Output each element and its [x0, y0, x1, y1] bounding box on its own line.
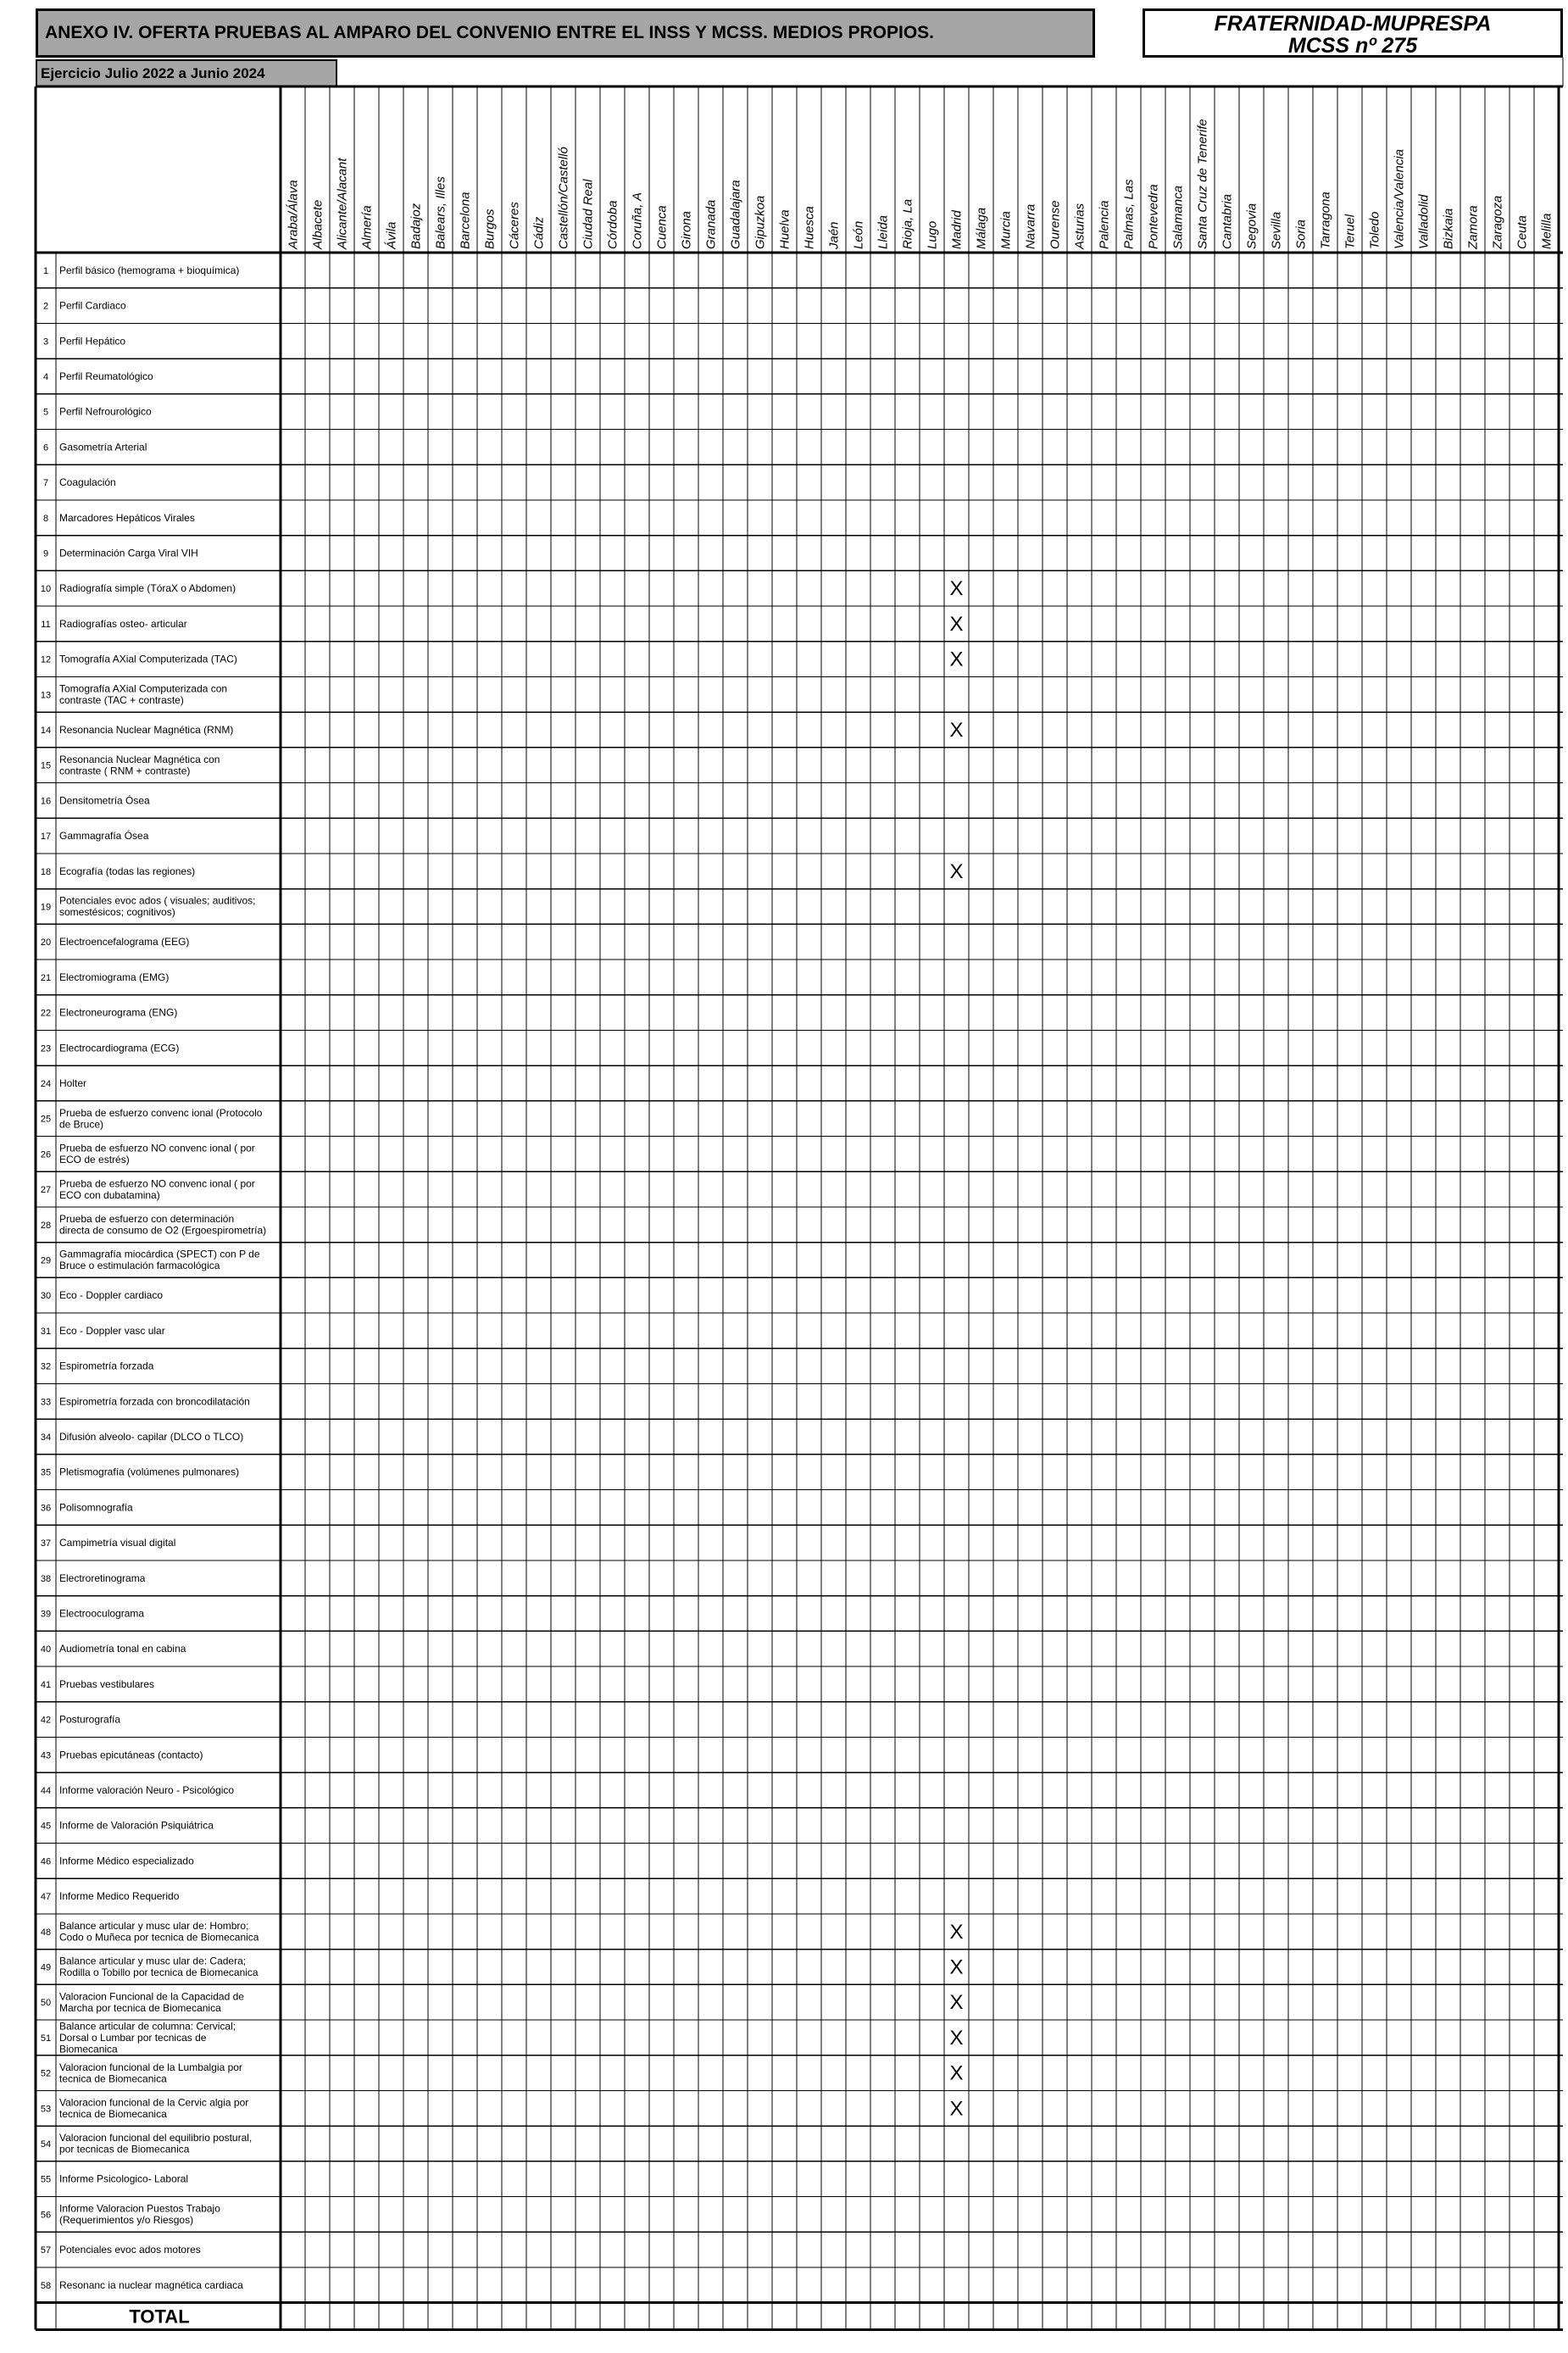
test-name: Perfil Nefrourológico	[59, 405, 152, 418]
test-number: 58	[40, 2280, 52, 2291]
test-number: 50	[40, 1998, 52, 2009]
test-number: 17	[40, 832, 52, 843]
province-label: Coruña, A	[630, 192, 645, 249]
test-number: 41	[40, 1679, 52, 1690]
province-label: Madrid	[949, 210, 965, 249]
test-name: Electroencefalograma (EEG)	[59, 936, 190, 948]
test-name: Marcha por tecnica de Biomecanica	[59, 2001, 221, 2014]
province-label: Santa Cruz de Tenerife	[1195, 119, 1210, 249]
test-number: 44	[40, 1785, 52, 1796]
test-number: 11	[41, 619, 51, 630]
province-label: Jaén	[826, 221, 842, 249]
province-label: Valencia/Valencia	[1392, 148, 1407, 249]
test-name: Prueba de esfuerzo NO convenc ional ( por	[59, 1142, 255, 1154]
province-label: Rioja, La	[900, 198, 915, 249]
test-name: Marcadores Hepáticos Virales	[59, 511, 195, 524]
province-label: Cádiz	[531, 216, 547, 249]
test-name: Informe Valoracion Puestos Trabajo	[59, 2202, 220, 2215]
brand-name: FRATERNIDAD-MUPRESPA	[1214, 12, 1492, 36]
offer-mark: X	[949, 2026, 964, 2050]
test-name: Perfil Hepático	[59, 335, 126, 348]
test-number: 34	[40, 1432, 52, 1443]
test-number: 31	[40, 1326, 52, 1337]
brand-registry: MCSS nº 275	[1287, 34, 1418, 58]
province-label: Lugo	[925, 220, 940, 249]
test-name: Informe Psicologico- Laboral	[59, 2172, 189, 2185]
test-name: Bruce o estimulación farmacológica	[59, 1260, 220, 1272]
province-label: Palencia	[1097, 200, 1112, 249]
test-number: 3	[42, 337, 49, 348]
test-number: 30	[40, 1291, 52, 1302]
test-name: Perfil Cardiaco	[59, 299, 126, 312]
province-label: Barcelona	[458, 192, 473, 249]
test-number: 42	[40, 1715, 52, 1726]
offer-mark: X	[949, 2061, 964, 2085]
test-name: Valoracion funcional de la Lumbalgia por	[59, 2061, 242, 2073]
test-number: 4	[42, 371, 49, 382]
test-number: 6	[42, 442, 49, 453]
offer-mark: X	[949, 577, 964, 601]
province-label: Salamanca	[1170, 185, 1186, 249]
test-number: 36	[40, 1503, 52, 1514]
province-label: Ceuta	[1515, 214, 1530, 249]
province-label: Ciudad Real	[581, 179, 596, 249]
test-name: Radiografías osteo- articular	[59, 617, 187, 630]
test-number: 32	[40, 1361, 52, 1372]
test-number: 39	[40, 1609, 52, 1620]
test-number: 25	[40, 1114, 52, 1125]
test-name: Resonancia Nuclear Magnética con	[59, 753, 220, 765]
province-label: Zamora	[1465, 205, 1481, 249]
test-name: Dorsal o Lumbar por tecnicas de	[59, 2031, 207, 2044]
test-number: 14	[40, 725, 52, 736]
province-label: Huelva	[777, 209, 792, 249]
offer-mark: X	[949, 1991, 964, 2015]
test-number: 54	[40, 2139, 52, 2150]
province-label: Cantabria	[1220, 193, 1235, 249]
offer-mark: X	[949, 859, 964, 883]
province-label: Bizkaia	[1441, 208, 1456, 249]
test-name: Difusión alveolo- capilar (DLCO o TLCO)	[59, 1430, 244, 1443]
test-name: Electromiograma (EMG)	[59, 971, 170, 983]
test-name: Tomografía AXial Computerizada con	[59, 682, 228, 695]
test-name: Prueba de esfuerzo convenc ional (Protocolo	[59, 1106, 263, 1119]
annex-title-text: ANEXO IV. OFERTA PRUEBAS AL AMPARO DEL CONVENIO ENTRE EL INSS Y MCSS. MEDIOS PROPIOS.	[45, 23, 935, 42]
province-label: Balears, Illes	[433, 176, 448, 249]
test-name: Audiometría tonal en cabina	[59, 1643, 186, 1655]
test-number: 1	[42, 265, 49, 276]
test-name: Codo o Muñeca por tecnica de Biomecanica	[59, 1931, 259, 1944]
test-name: Prueba de esfuerzo con determinación	[59, 1213, 235, 1225]
test-name: (Requerimientos y/o Riesgos)	[59, 2214, 194, 2227]
test-name: Electroneurograma (ENG)	[59, 1006, 178, 1019]
test-number: 43	[40, 1750, 52, 1761]
test-name: ECO de estrés)	[59, 1154, 130, 1166]
test-name: Eco - Doppler vasc ular	[59, 1324, 165, 1337]
province-label: Teruel	[1343, 214, 1358, 249]
test-name: Informe valoración Neuro - Psicológico	[59, 1783, 235, 1796]
test-number: 26	[40, 1149, 52, 1160]
offer-mark: X	[949, 2097, 964, 2121]
test-number: 38	[40, 1573, 52, 1584]
test-number: 33	[40, 1397, 52, 1408]
offer-mark: X	[949, 648, 964, 671]
test-name: Campimetría visual digital	[59, 1537, 176, 1549]
province-label: Gipuzkoa	[753, 195, 768, 249]
test-name: Informe de Valoración Psiquiátrica	[59, 1819, 214, 1832]
province-label: Toledo	[1367, 211, 1382, 249]
test-name: Pletismografía (volúmenes pulmonares)	[59, 1466, 240, 1478]
offer-mark: X	[949, 1920, 964, 1944]
test-name: Perfil básico (hemograma + bioquímica)	[59, 264, 240, 276]
test-name: Determinación Carga Viral VIH	[59, 547, 198, 559]
test-name: Prueba de esfuerzo NO convenc ional ( por	[59, 1177, 255, 1190]
province-label: Ávila	[384, 221, 399, 249]
province-label: Navarra	[1023, 203, 1038, 249]
test-number: 10	[40, 584, 52, 595]
test-name: Espirometría forzada con broncodilatación	[59, 1395, 250, 1408]
test-name: Balance articular y musc ular de: Hombro;	[59, 1920, 249, 1932]
province-label: Guadalajara	[728, 180, 743, 249]
test-number: 9	[42, 548, 49, 559]
test-name: Radiografía simple (TóraX o Abdomen)	[59, 582, 236, 595]
test-name: Espirometría forzada	[59, 1360, 154, 1372]
test-number: 46	[40, 1856, 52, 1867]
test-number: 20	[40, 937, 52, 948]
test-name: Resonancia Nuclear Magnética (RNM)	[59, 723, 234, 736]
grid-lines	[36, 58, 1563, 2330]
test-number: 12	[40, 654, 52, 665]
offer-mark: X	[949, 612, 964, 636]
offer-mark: X	[949, 1955, 964, 1979]
province-label: Girona	[679, 210, 694, 249]
province-label: Almería	[359, 205, 375, 249]
test-name: Valoracion funcional del equilibrio postural,	[59, 2132, 253, 2144]
province-label: Badajoz	[409, 203, 424, 249]
test-name: Eco - Doppler cardiaco	[59, 1289, 164, 1302]
test-name: Valoracion Funcional de la Capacidad de	[59, 1990, 244, 2003]
test-number: 45	[40, 1821, 52, 1832]
test-name: Ecografía (todas las regiones)	[59, 865, 196, 877]
test-name: Electrocardiograma (ECG)	[59, 1042, 180, 1054]
province-label: Pontevedra	[1146, 184, 1161, 249]
test-name: Tomografía AXial Computerizada (TAC)	[59, 653, 237, 665]
province-label: Soria	[1293, 219, 1309, 249]
test-number: 55	[40, 2174, 52, 2185]
total-label: TOTAL	[129, 2306, 190, 2328]
test-name: Coagulación	[59, 476, 116, 489]
province-label: Cuenca	[654, 205, 670, 249]
test-number: 27	[40, 1185, 52, 1196]
test-name: Balance articular y musc ular de: Cadera;	[59, 1955, 247, 1967]
province-label: Castellón/Castelló	[556, 147, 571, 249]
test-number: 29	[40, 1255, 52, 1266]
test-name: Biomecanica	[59, 2043, 118, 2055]
province-label: Sevilla	[1269, 211, 1284, 249]
province-label: Palmas, Las	[1121, 179, 1137, 249]
test-number: 37	[40, 1538, 52, 1549]
exercise-period-text: Ejercicio Julio 2022 a Junio 2024	[41, 64, 265, 81]
test-name: tecnica de Biomecanica	[59, 2108, 167, 2120]
test-number: 56	[40, 2210, 52, 2221]
test-number: 8	[42, 513, 49, 524]
province-label: Burgos	[482, 209, 498, 249]
test-name: Electrooculograma	[59, 1607, 145, 1620]
province-label: Segovia	[1244, 203, 1259, 249]
test-number: 53	[40, 2104, 52, 2115]
test-name: Electroretinograma	[59, 1571, 146, 1584]
test-name: somestésicos; cognitivos)	[59, 906, 175, 919]
test-number: 19	[40, 902, 52, 913]
province-label: Tarragona	[1318, 192, 1333, 249]
test-name: Pruebas epicutáneas (contacto)	[59, 1749, 203, 1761]
test-name: Holter	[59, 1076, 87, 1089]
test-name: Posturografía	[59, 1713, 121, 1726]
province-label: Valladolid	[1416, 194, 1432, 249]
test-name: Potenciales evoc ados motores	[59, 2244, 201, 2256]
test-name: Gammagrafía miocárdica (SPECT) con P de	[59, 1248, 260, 1260]
province-label: Araba/Álava	[286, 180, 301, 249]
test-number: 22	[40, 1008, 52, 1019]
test-number: 2	[42, 301, 49, 312]
test-number: 49	[40, 1962, 52, 1973]
test-name: por tecnicas de Biomecanica	[59, 2143, 190, 2156]
test-number: 51	[40, 2033, 52, 2044]
test-name: Pruebas vestibulares	[59, 1677, 155, 1690]
test-name: ECO con dubatamina)	[59, 1188, 160, 1201]
province-label: León	[851, 220, 866, 249]
province-label: Alicante/Alacant	[335, 158, 350, 249]
test-number: 16	[40, 796, 52, 807]
province-label: Córdoba	[605, 200, 620, 249]
test-name: Rodilla o Tobillo por tecnica de Biomecanica	[59, 1966, 259, 1979]
test-name: Polisomnografía	[59, 1501, 133, 1514]
province-label: Ourense	[1048, 200, 1063, 249]
test-number: 5	[42, 407, 49, 418]
test-name: Perfil Reumatológico	[59, 370, 153, 382]
test-number: 7	[42, 478, 49, 489]
test-name: Densitometría Ósea	[59, 794, 150, 807]
test-name: Balance articular de columna: Cervical;	[59, 2020, 236, 2033]
offer-mark: X	[949, 718, 964, 742]
province-label: Murcia	[998, 210, 1014, 249]
province-label: Melilla	[1539, 213, 1554, 249]
test-name: Resonanc ia nuclear magnética cardiaca	[59, 2278, 243, 2291]
test-name: Informe Médico especializado	[59, 1855, 194, 1867]
test-name: Gasometría Arterial	[59, 441, 147, 453]
province-label: Zaragoza	[1490, 195, 1505, 249]
test-number: 40	[40, 1644, 52, 1655]
test-number: 35	[40, 1467, 52, 1478]
test-name: Potenciales evoc ados ( visuales; auditivos;	[59, 894, 256, 907]
test-number: 18	[40, 866, 52, 877]
test-name: directa de consumo de O2 (Ergoespirometría)	[59, 1224, 267, 1237]
test-number: 57	[40, 2245, 52, 2256]
test-number: 15	[40, 760, 52, 771]
province-label: Asturias	[1072, 203, 1087, 249]
test-name: Valoracion funcional de la Cervic algia por	[59, 2096, 249, 2109]
test-number: 24	[40, 1078, 52, 1089]
test-name: de Bruce)	[59, 1118, 104, 1131]
test-name: Informe Medico Requerido	[59, 1890, 180, 1903]
test-number: 21	[40, 972, 52, 983]
test-number: 48	[40, 1927, 52, 1938]
province-label: Albacete	[310, 199, 325, 249]
province-label: Granada	[703, 199, 719, 249]
test-name: contraste (TAC + contraste)	[59, 694, 184, 706]
test-number: 23	[40, 1043, 52, 1054]
test-name: tecnica de Biomecanica	[59, 2072, 167, 2085]
province-label: Málaga	[974, 207, 989, 249]
test-number: 47	[40, 1892, 52, 1903]
province-label: Huesca	[802, 206, 817, 249]
test-name: Gammagrafía Ósea	[59, 830, 149, 843]
test-name: contraste ( RNM + contraste)	[59, 765, 191, 777]
province-label: Lleida	[876, 214, 891, 249]
province-label: Cáceres	[507, 202, 522, 249]
test-number: 13	[40, 690, 52, 701]
test-number: 52	[40, 2068, 52, 2079]
test-number: 28	[40, 1220, 52, 1231]
